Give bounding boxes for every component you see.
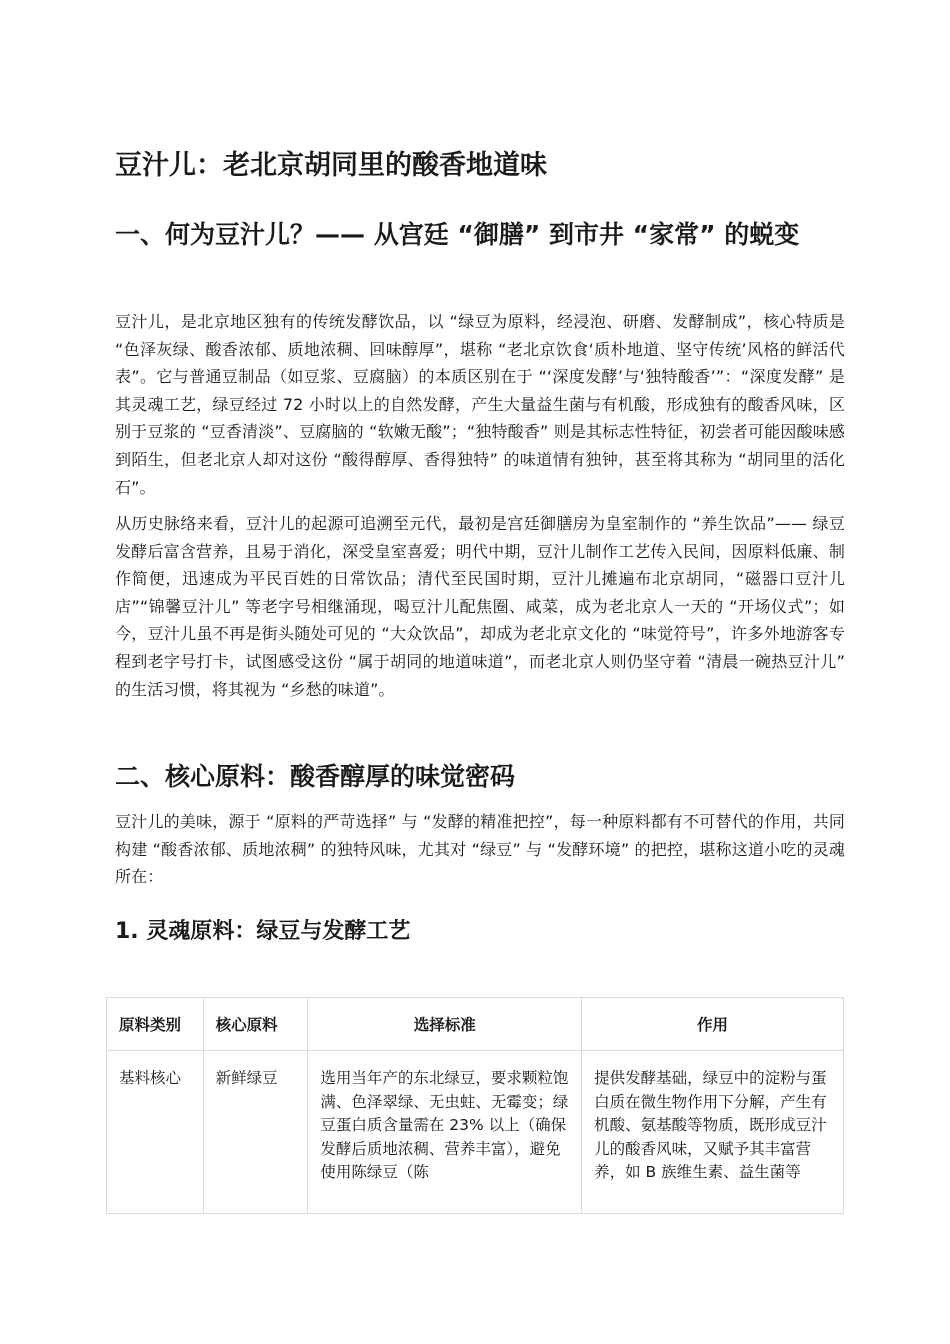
section-2-paragraph: 豆汁儿的美味，源于 “原料的严苛选择” 与 “发酵的精准把控”，每一种原料都有不可替代的作用，共同构建 “酸香浓郁、质地浓稠” 的独特风味，尤其对 “绿豆” 与 “发酵环境” 的把控，堪称这道小吃的灵魂所在： bbox=[115, 812, 845, 887]
subsection-1-heading: 1. 灵魂原料：绿豆与发酵工艺 bbox=[115, 919, 411, 944]
table-header-function: 作用 bbox=[582, 998, 844, 1051]
table-cell-function: 提供发酵基础，绿豆中的淀粉与蛋白质在微生物作用下分解，产生有机酸、氨基酸等物质，既形成豆汁儿的酸香风味，又赋予其丰富营养，如 B 族维生素、益生菌等 bbox=[582, 1051, 844, 1214]
table-header-ingredient: 核心原料 bbox=[203, 998, 308, 1051]
table-header-row bbox=[107, 998, 844, 1051]
section-1-heading: 一、何为豆汁儿？—— 从宫廷 “御膳” 到市井 “家常” 的蜕变 bbox=[115, 220, 800, 249]
table-header-criteria: 选择标准 bbox=[308, 998, 582, 1051]
section-2-heading: 二、核心原料：酸香醇厚的味觉密码 bbox=[115, 762, 516, 791]
section-1-paragraph-1: 豆汁儿，是北京地区独有的传统发酵饮品，以 “绿豆为原料，经浸泡、研磨、发酵制成”，核心特质是 “色泽灰绿、酸香浓郁、质地浓稠、回味醇厚”，堪称 “老北京饮食‘质朴地道、坚守传统’风格的鲜活代表”。它与普通豆制品（如豆浆、豆腐脑）的本质区别在于 “‘深度发酵’与‘独特酸香’”：“深度发酵” 是其灵魂工艺，绿豆经过 72 小时以上的自然发酵，产生大量益生菌与有机酸，形成独有的酸香风味，区别于豆浆的 “豆香清淡”、豆腐脑的 “软嫩无酸”；“独特酸香” 则是其标志性特征，初尝者可能因酸味感到陌生，但老北京人却对这份 “酸得醇厚、香得独特” 的味道情有独钟，甚至将其称为 “胡同里的活化石”。 bbox=[115, 312, 845, 497]
document-title: 豆汁儿：老北京胡同里的酸香地道味 bbox=[115, 150, 547, 181]
ingredients-table bbox=[106, 997, 844, 1214]
table-cell-category: 基料核心 bbox=[107, 1051, 204, 1214]
table-cell-criteria: 选用当年产的东北绿豆，要求颗粒饱满、色泽翠绿、无虫蛀、无霉变；绿豆蛋白质含量需在 23% 以上（确保发酵后质地浓稠、营养丰富），避免使用陈绿豆（陈 bbox=[308, 1051, 582, 1214]
table-cell-ingredient: 新鲜绿豆 bbox=[203, 1051, 308, 1214]
table-header-category: 原料类别 bbox=[107, 998, 204, 1051]
section-1-paragraph-2: 从历史脉络来看，豆汁儿的起源可追溯至元代，最初是宫廷御膳房为皇室制作的 “养生饮品”—— 绿豆发酵后富含营养，且易于消化，深受皇室喜爱；明代中期，豆汁儿制作工艺传入民间，因原料低廉、制作简便，迅速成为平民百姓的日常饮品；清代至民国时期，豆汁儿摊遍布北京胡同，“磁器口豆汁儿店”“锦馨豆汁儿” 等老字号相继涌现，喝豆汁儿配焦圈、咸菜，成为老北京人一天的 “开场仪式”；如今，豆汁儿虽不再是街头随处可见的 “大众饮品”，却成为老北京文化的 “味觉符号”，许多外地游客专程到老字号打卡，试图感受这份 “属于胡同的地道味道”，而老北京人则仍坚守着 “清晨一碗热豆汁儿” 的生活习惯，将其视为 “乡愁的味道”。 bbox=[115, 514, 845, 699]
table-row bbox=[107, 1051, 844, 1214]
